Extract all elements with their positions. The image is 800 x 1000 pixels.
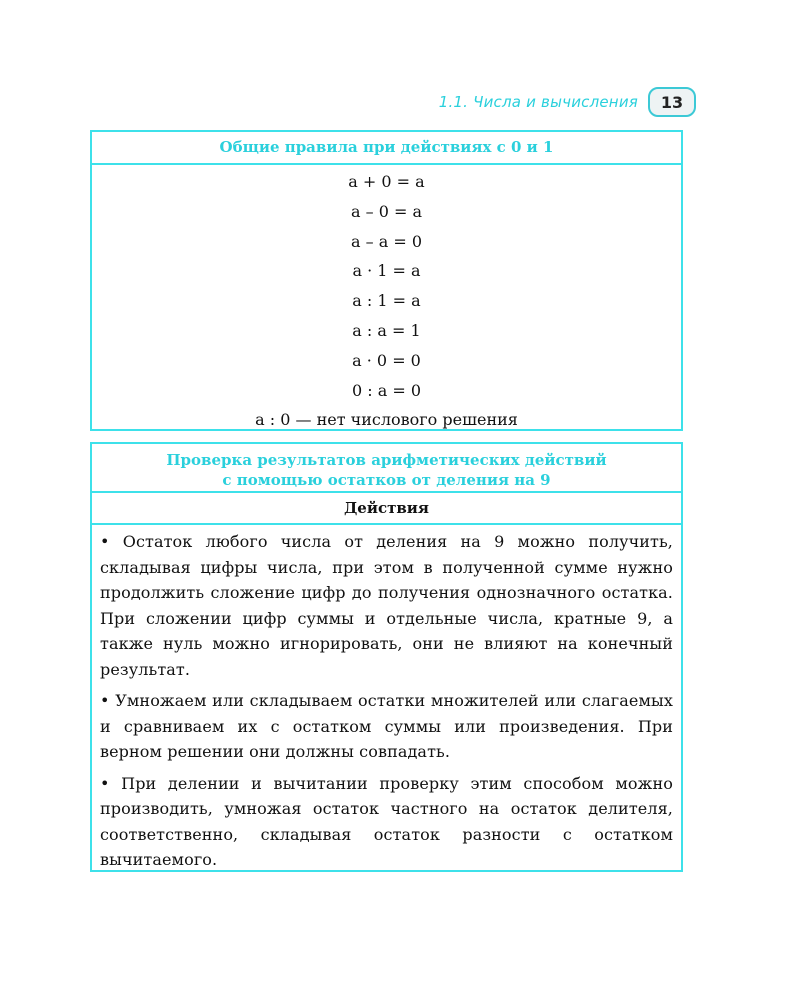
rule-item: a : a = 1 — [352, 320, 421, 340]
rule-item: a : 1 = a — [352, 291, 421, 311]
paragraph: • Умножаем или складываем остатки множителей или слагаемых и сравниваем их с остатком суммы или произведения. При верном решении они должны совпадать. — [100, 691, 673, 761]
check-box-title-line2: с помощью остатков от деления на 9 — [222, 471, 551, 489]
rule-item: 0 : a = 0 — [351, 380, 422, 400]
check-box-title-line1: Проверка результатов арифметических действий — [166, 451, 607, 469]
rules-list — [92, 165, 681, 435]
paragraph: • При делении и вычитании проверку этим способом можно производить, умножая остаток частного на остаток делителя, соответственно, складывая остаток разности с остатком вычитаемого. — [100, 773, 673, 869]
paragraph-list — [92, 525, 681, 873]
rule-item: a · 1 = a — [352, 261, 421, 281]
rule-item: a – a = 0 — [350, 231, 422, 251]
rule-item: a · 0 = 0 — [352, 350, 421, 370]
rule-item: a – 0 = a — [350, 201, 422, 221]
rules-box-title: Общие правила при действиях с 0 и 1 — [92, 132, 681, 165]
rules-box — [90, 130, 683, 431]
page-header — [439, 88, 696, 116]
check-box-title — [92, 444, 681, 493]
section-title: 1.1. Числа и вычисления — [438, 93, 638, 111]
actions-subheader: Действия — [92, 493, 681, 525]
page-number-badge: 13 — [648, 87, 696, 117]
check-box — [90, 442, 683, 872]
rule-item: a : 0 — нет числового решения — [255, 410, 518, 430]
paragraph: • Остаток любого числа от деления на 9 можно получить, складывая цифры числа, при этом в полученной сумме нужно продолжить сложение цифр до получения однозначного остатка. При сложении цифр суммы и отдельные числа, кратные 9, а также нуль можно игнорировать, они не влияют на конечный результат. — [100, 532, 673, 679]
rule-item: a + 0 = a — [348, 172, 425, 191]
